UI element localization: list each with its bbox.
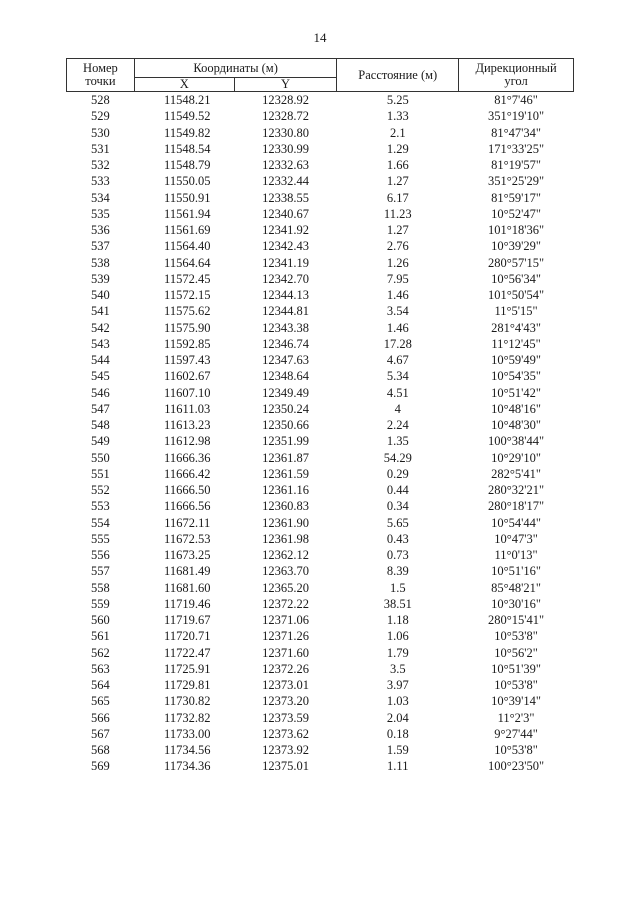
table-row: [67, 661, 574, 677]
cell-x: 11732.82: [164, 710, 211, 725]
table-row: [67, 482, 574, 498]
cell-direction: 81°7'46": [494, 93, 538, 108]
table-row: [67, 677, 574, 693]
cell-y: 12365.20: [262, 580, 309, 595]
cell-point-number: 566: [91, 710, 110, 725]
cell-direction: 10°48'16": [491, 401, 541, 416]
cell-y: 12332.63: [262, 158, 309, 173]
cell-direction: 351°25'29": [488, 174, 545, 189]
cell-distance: 1.46: [386, 320, 409, 335]
cell-y: 12341.92: [262, 223, 309, 238]
table-row: [67, 645, 574, 661]
cell-distance: 0.29: [386, 466, 409, 481]
table-row: [67, 531, 574, 547]
cell-y: 12361.87: [262, 450, 309, 465]
cell-distance: 17.28: [383, 336, 412, 351]
cell-point-number: 538: [91, 255, 110, 270]
cell-x: 11673.25: [164, 548, 211, 563]
cell-distance: 3.5: [389, 661, 406, 676]
cell-point-number: 542: [91, 320, 110, 335]
coordinates-table: [66, 58, 574, 775]
cell-point-number: 545: [91, 369, 110, 384]
cell-x: 11572.15: [164, 288, 211, 303]
table-row: [67, 320, 574, 336]
cell-point-number: 556: [91, 548, 110, 563]
cell-direction: 11°5'15": [494, 304, 538, 319]
cell-y: 12341.19: [262, 255, 309, 270]
table-row: [67, 580, 574, 596]
header-point-number: [67, 59, 135, 92]
cell-direction: 10°30'16": [491, 596, 541, 611]
cell-direction: 81°59'17": [491, 190, 541, 205]
cell-point-number: 553: [91, 499, 110, 514]
cell-direction: 81°47'34": [491, 125, 541, 140]
cell-y: 12349.49: [262, 385, 309, 400]
cell-point-number: 541: [91, 304, 110, 319]
cell-point-number: 555: [91, 531, 110, 546]
cell-distance: 1.18: [386, 613, 409, 628]
cell-y: 12347.63: [262, 353, 309, 368]
cell-y: 12342.70: [262, 271, 309, 286]
cell-y: 12362.12: [262, 548, 309, 563]
cell-y: 12373.20: [262, 694, 309, 709]
cell-x: 11730.82: [164, 694, 211, 709]
cell-distance: 1.27: [386, 174, 409, 189]
table-row: [67, 173, 574, 189]
cell-distance: 8.39: [386, 564, 409, 579]
cell-x: 11720.71: [164, 629, 211, 644]
table-row: [67, 726, 574, 742]
cell-direction: 9°27'44": [494, 726, 538, 741]
table-row: [67, 287, 574, 303]
cell-point-number: 537: [91, 239, 110, 254]
cell-x: 11561.94: [164, 206, 211, 221]
table-row: [67, 303, 574, 319]
table-row: [67, 125, 574, 141]
table-row: [67, 336, 574, 352]
cell-x: 11550.91: [164, 190, 211, 205]
table-row: [67, 417, 574, 433]
cell-distance: 2.24: [386, 418, 409, 433]
cell-x: 11666.56: [164, 499, 211, 514]
cell-direction: 10°53'8": [494, 678, 538, 693]
cell-distance: 0.44: [386, 483, 409, 498]
cell-point-number: 554: [91, 515, 110, 530]
cell-x: 11719.46: [164, 596, 211, 611]
cell-point-number: 533: [91, 174, 110, 189]
cell-x: 11572.45: [164, 271, 211, 286]
header-direction-line1: Дирекционный: [475, 61, 557, 75]
header-x: X: [134, 78, 234, 92]
cell-distance: 5.65: [386, 515, 409, 530]
cell-direction: 280°57'15": [488, 255, 545, 270]
cell-direction: 10°59'49": [491, 353, 541, 368]
cell-distance: 2.04: [386, 710, 409, 725]
cell-x: 11602.67: [164, 369, 211, 384]
cell-direction: 10°29'10": [491, 450, 541, 465]
cell-x: 11725.91: [164, 661, 211, 676]
cell-point-number: 551: [91, 466, 110, 481]
table-row: [67, 758, 574, 774]
cell-direction: 171°33'25": [488, 141, 545, 156]
cell-distance: 1.46: [386, 288, 409, 303]
cell-y: 12371.06: [262, 613, 309, 628]
cell-x: 11548.79: [164, 158, 211, 173]
cell-point-number: 530: [91, 125, 110, 140]
cell-point-number: 565: [91, 694, 110, 709]
cell-distance: 3.54: [386, 304, 409, 319]
cell-direction: 100°38'44": [488, 434, 545, 449]
cell-y: 12361.90: [262, 515, 309, 530]
header-direction-line2: угол: [504, 74, 528, 88]
cell-y: 12360.83: [262, 499, 309, 514]
cell-x: 11672.53: [164, 531, 211, 546]
table-row: [67, 368, 574, 384]
cell-point-number: 547: [91, 401, 110, 416]
cell-point-number: 563: [91, 661, 110, 676]
table-row: [67, 255, 574, 271]
cell-x: 11548.54: [164, 141, 211, 156]
cell-distance: 1.35: [386, 434, 409, 449]
cell-point-number: 544: [91, 353, 110, 368]
cell-direction: 10°52'47": [491, 206, 541, 221]
cell-direction: 282°5'41": [491, 466, 541, 481]
cell-direction: 10°51'42": [491, 385, 541, 400]
table-row: [67, 628, 574, 644]
cell-distance: 2.76: [386, 239, 409, 254]
cell-y: 12343.38: [262, 320, 309, 335]
table-row: [67, 157, 574, 173]
cell-distance: 4.67: [386, 353, 409, 368]
cell-point-number: 560: [91, 613, 110, 628]
cell-direction: 10°51'16": [491, 564, 541, 579]
cell-direction: 10°54'44": [491, 515, 541, 530]
cell-y: 12344.13: [262, 288, 309, 303]
table-row: [67, 693, 574, 709]
table-row: [67, 238, 574, 254]
cell-y: 12375.01: [262, 759, 309, 774]
cell-direction: 81°19'57": [491, 158, 541, 173]
cell-point-number: 534: [91, 190, 110, 205]
cell-x: 11722.47: [164, 645, 211, 660]
table-row: [67, 352, 574, 368]
cell-y: 12371.26: [262, 629, 309, 644]
cell-direction: 10°54'35": [491, 369, 541, 384]
cell-point-number: 536: [91, 223, 110, 238]
cell-point-number: 550: [91, 450, 110, 465]
cell-point-number: 535: [91, 206, 110, 221]
cell-direction: 10°48'30": [491, 418, 541, 433]
cell-point-number: 559: [91, 596, 110, 611]
header-y: Y: [234, 78, 337, 92]
table-row: [67, 433, 574, 449]
cell-x: 11666.36: [164, 450, 211, 465]
cell-x: 11681.49: [164, 564, 211, 579]
cell-distance: 1.66: [386, 158, 409, 173]
cell-x: 11550.05: [164, 174, 211, 189]
header-point-number-line1: Номер: [83, 61, 118, 75]
cell-y: 12373.59: [262, 710, 309, 725]
cell-distance: 1.27: [386, 223, 409, 238]
cell-distance: 11.23: [383, 206, 412, 221]
cell-x: 11611.03: [164, 401, 211, 416]
table-row: [67, 515, 574, 531]
cell-x: 11613.23: [164, 418, 211, 433]
cell-distance: 1.33: [386, 109, 409, 124]
cell-point-number: 564: [91, 678, 110, 693]
cell-distance: 2.1: [389, 125, 406, 140]
cell-distance: 1.29: [386, 141, 409, 156]
cell-y: 12328.72: [262, 109, 309, 124]
cell-direction: 11°0'13": [494, 548, 538, 563]
cell-x: 11666.42: [164, 466, 211, 481]
cell-distance: 1.11: [387, 759, 409, 774]
cell-x: 11548.21: [164, 93, 211, 108]
cell-x: 11729.81: [164, 678, 211, 693]
cell-y: 12344.81: [262, 304, 309, 319]
cell-direction: 10°47'3": [494, 531, 538, 546]
cell-x: 11597.43: [164, 353, 211, 368]
cell-y: 12330.80: [262, 125, 309, 140]
cell-y: 12361.59: [262, 466, 309, 481]
table-row: [67, 190, 574, 206]
cell-y: 12373.01: [262, 678, 309, 693]
cell-direction: 280°18'17": [488, 499, 545, 514]
cell-distance: 1.5: [389, 580, 406, 595]
cell-y: 12340.67: [262, 206, 309, 221]
cell-y: 12348.64: [262, 369, 309, 384]
cell-direction: 10°53'8": [494, 743, 538, 758]
cell-distance: 1.06: [386, 629, 409, 644]
table-row: [67, 385, 574, 401]
cell-distance: 0.34: [386, 499, 409, 514]
cell-y: 12351.99: [262, 434, 309, 449]
cell-point-number: 569: [91, 759, 110, 774]
cell-direction: 351°19'10": [488, 109, 545, 124]
cell-x: 11564.40: [164, 239, 211, 254]
cell-distance: 54.29: [383, 450, 412, 465]
table-row: [67, 141, 574, 157]
cell-point-number: 561: [91, 629, 110, 644]
table-row: [67, 466, 574, 482]
cell-distance: 5.25: [386, 93, 409, 108]
cell-point-number: 540: [91, 288, 110, 303]
cell-x: 11719.67: [164, 613, 211, 628]
header-distance: Расстояние (м): [337, 59, 459, 92]
table-row: [67, 612, 574, 628]
table-row: [67, 450, 574, 466]
cell-distance: 1.79: [386, 645, 409, 660]
cell-x: 11549.52: [164, 109, 211, 124]
header-point-number-line2: точки: [85, 74, 116, 88]
cell-point-number: 543: [91, 336, 110, 351]
cell-distance: 1.59: [386, 743, 409, 758]
table-row: [67, 498, 574, 514]
header-coordinates: Координаты (м): [134, 59, 337, 78]
cell-distance: 7.95: [386, 271, 409, 286]
cell-point-number: 531: [91, 141, 110, 156]
cell-distance: 0.18: [386, 726, 409, 741]
cell-point-number: 557: [91, 564, 110, 579]
cell-direction: 10°51'39": [491, 661, 541, 676]
cell-point-number: 558: [91, 580, 110, 595]
table-row: [67, 563, 574, 579]
cell-point-number: 567: [91, 726, 110, 741]
cell-distance: 4.51: [386, 385, 409, 400]
cell-y: 12350.66: [262, 418, 309, 433]
cell-y: 12332.44: [262, 174, 309, 189]
cell-x: 11564.64: [164, 255, 211, 270]
cell-y: 12330.99: [262, 141, 309, 156]
cell-distance: 4: [394, 401, 401, 416]
cell-y: 12350.24: [262, 401, 309, 416]
cell-direction: 101°18'36": [488, 223, 545, 238]
cell-point-number: 546: [91, 385, 110, 400]
cell-point-number: 552: [91, 483, 110, 498]
table-row: [67, 547, 574, 563]
cell-x: 11549.82: [164, 125, 211, 140]
cell-distance: 5.34: [386, 369, 409, 384]
cell-y: 12372.26: [262, 661, 309, 676]
cell-point-number: 568: [91, 743, 110, 758]
cell-distance: 1.26: [386, 255, 409, 270]
cell-point-number: 539: [91, 271, 110, 286]
cell-point-number: 562: [91, 645, 110, 660]
cell-y: 12373.92: [262, 743, 309, 758]
cell-direction: 281°4'43": [491, 320, 541, 335]
cell-direction: 10°56'34": [491, 271, 541, 286]
cell-y: 12363.70: [262, 564, 309, 579]
cell-distance: 6.17: [386, 190, 409, 205]
cell-direction: 100°23'50": [488, 759, 545, 774]
cell-y: 12338.55: [262, 190, 309, 205]
cell-x: 11607.10: [164, 385, 211, 400]
cell-x: 11733.00: [164, 726, 211, 741]
cell-point-number: 549: [91, 434, 110, 449]
cell-direction: 10°56'2": [494, 645, 538, 660]
cell-x: 11666.50: [164, 483, 211, 498]
table-row: [67, 710, 574, 726]
cell-x: 11672.11: [164, 515, 211, 530]
cell-direction: 10°39'14": [491, 694, 541, 709]
table-row: [67, 271, 574, 287]
cell-direction: 280°15'41": [488, 613, 545, 628]
cell-direction: 11°12'45": [491, 336, 541, 351]
cell-x: 11561.69: [164, 223, 211, 238]
table-row: [67, 92, 574, 109]
cell-y: 12371.60: [262, 645, 309, 660]
cell-direction: 101°50'54": [488, 288, 545, 303]
cell-point-number: 528: [91, 93, 110, 108]
cell-x: 11592.85: [164, 336, 211, 351]
cell-distance: 0.73: [386, 548, 409, 563]
cell-y: 12361.16: [262, 483, 309, 498]
page-number: 14: [313, 30, 327, 45]
cell-x: 11681.60: [164, 580, 211, 595]
cell-distance: 1.03: [386, 694, 409, 709]
header-direction: [459, 59, 574, 92]
cell-direction: 85°48'21": [491, 580, 541, 595]
cell-point-number: 548: [91, 418, 110, 433]
cell-y: 12328.92: [262, 93, 309, 108]
cell-direction: 280°32'21": [488, 483, 545, 498]
table-row: [67, 596, 574, 612]
table-row: [67, 401, 574, 417]
cell-point-number: 529: [91, 109, 110, 124]
cell-x: 11734.56: [164, 743, 211, 758]
cell-x: 11734.36: [164, 759, 211, 774]
cell-point-number: 532: [91, 158, 110, 173]
cell-distance: 0.43: [386, 531, 409, 546]
cell-y: 12361.98: [262, 531, 309, 546]
cell-distance: 38.51: [383, 596, 412, 611]
cell-y: 12342.43: [262, 239, 309, 254]
table-row: [67, 206, 574, 222]
cell-y: 12373.62: [262, 726, 309, 741]
cell-y: 12372.22: [262, 596, 309, 611]
cell-direction: 11°2'3": [497, 710, 535, 725]
table-row: [67, 222, 574, 238]
cell-x: 11575.90: [164, 320, 211, 335]
cell-direction: 10°39'29": [491, 239, 541, 254]
cell-direction: 10°53'8": [494, 629, 538, 644]
cell-x: 11575.62: [164, 304, 211, 319]
cell-y: 12346.74: [262, 336, 309, 351]
table-row: [67, 108, 574, 124]
table-body: [67, 92, 574, 775]
table-header: [67, 59, 574, 92]
cell-x: 11612.98: [164, 434, 211, 449]
table-row: [67, 742, 574, 758]
cell-distance: 3.97: [386, 678, 409, 693]
